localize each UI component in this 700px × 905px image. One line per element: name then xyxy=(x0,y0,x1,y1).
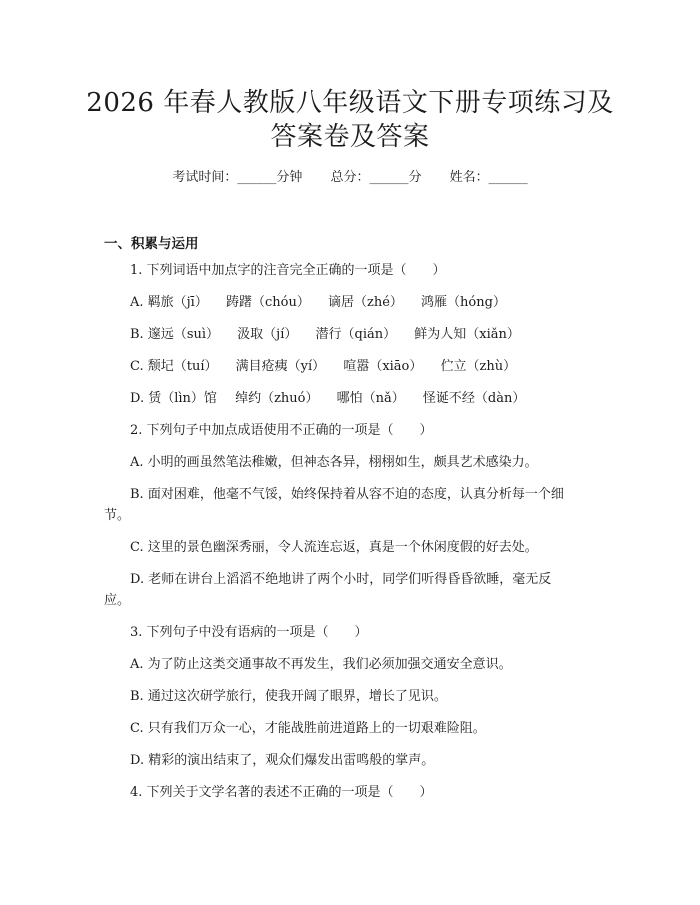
question-2-option-a: A. 小明的画虽然笔法稚嫩，但神态各异，栩栩如生，颇具艺术感染力。 xyxy=(130,455,538,470)
question-3-option-a: A. 为了防止这类交通事故不再发生，我们必须加强交通安全意识。 xyxy=(130,657,512,672)
option-term: 绰约（zhuó） xyxy=(235,391,319,406)
option-term: 怪诞不经（dàn） xyxy=(422,391,526,406)
option-term: 鸿雁（hóng） xyxy=(421,295,506,310)
option-term: 鲜为人知（xiǎn） xyxy=(414,327,520,342)
question-1-option-d xyxy=(130,390,525,408)
option-term: B. 邃远（suì） xyxy=(130,327,220,342)
option-term: 潜行（qián） xyxy=(315,327,397,342)
section-heading: 一、积累与运用 xyxy=(104,236,199,252)
option-term: 喧嚣（xiāo） xyxy=(343,359,423,374)
exam-total-score: 总分：______分 xyxy=(330,170,422,185)
option-term: 谪居（zhé） xyxy=(327,295,403,310)
question-3-option-d: D. 精彩的演出结束了，观众们爆发出雷鸣般的掌声。 xyxy=(130,753,435,768)
option-term: C. 颓圮（tuí） xyxy=(130,359,218,374)
exam-time: 考试时间：______分钟 xyxy=(172,170,303,185)
question-2-option-d-continued: 应。 xyxy=(104,593,131,608)
student-name: 姓名：______ xyxy=(449,170,528,185)
option-term: 踌躇（chóu） xyxy=(225,295,310,310)
question-4-stem: 4. 下列关于文学名著的表述不正确的一项是（ ） xyxy=(130,785,433,800)
document-title-line-1: 2026 年春人教版八年级语文下册专项练习及 xyxy=(86,88,614,118)
question-2-option-d: D. 老师在讲台上滔滔不绝地讲了两个小时，同学们听得昏昏欲睡，毫无反 xyxy=(130,572,552,587)
question-1-option-b xyxy=(130,326,520,344)
exam-info-row xyxy=(0,169,700,187)
option-term: 汲取（jí） xyxy=(237,327,298,342)
option-term: 满目疮痍（yí） xyxy=(235,359,326,374)
question-3-stem: 3. 下列句子中没有语病的一项是（ ） xyxy=(130,625,368,640)
question-1-option-c xyxy=(130,358,516,376)
question-2-stem: 2. 下列句子中加点成语使用不正确的一项是（ ） xyxy=(130,423,433,438)
question-2-option-b-continued: 节。 xyxy=(104,508,131,523)
option-term: A. 羁旅（jī） xyxy=(130,295,208,310)
question-1-stem: 1. 下列词语中加点字的注音完全正确的一项是（ ） xyxy=(130,263,446,278)
question-2-option-b: B. 面对困难，他毫不气馁，始终保持着从容不迫的态度，认真分析每一个细 xyxy=(130,487,564,502)
question-2-option-c: C. 这里的景色幽深秀丽，令人流连忘返，真是一个休闲度假的好去处。 xyxy=(130,540,538,555)
option-term: D. 赁（lìn）馆 xyxy=(130,391,217,406)
option-term: 哪怕（nǎ） xyxy=(336,391,405,406)
option-term: 伫立（zhù） xyxy=(440,359,517,374)
question-3-option-b: B. 通过这次研学旅行，使我开阔了眼界，增长了见识。 xyxy=(130,689,447,704)
question-3-option-c: C. 只有我们万众一心，才能战胜前进道路上的一切艰难险阻。 xyxy=(130,721,486,736)
document-title-line-2: 答案卷及答案 xyxy=(270,122,430,152)
question-1-option-a xyxy=(130,294,506,312)
